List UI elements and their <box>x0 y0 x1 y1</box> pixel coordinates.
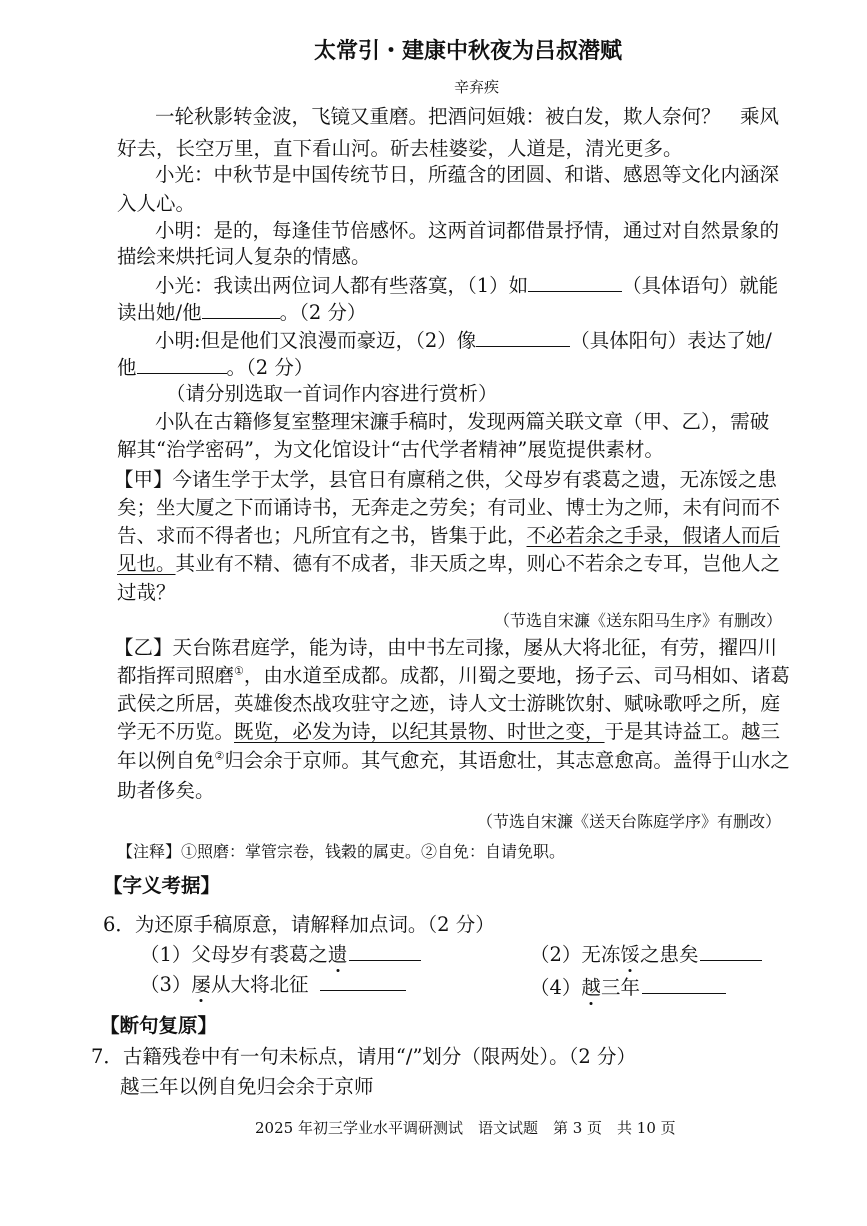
dialogue-text: （具体语句）就能 <box>622 274 779 297</box>
question-7-stem: 7．古籍残卷中有一句未标点，请用“/”划分（限两处）。（2 分） <box>91 1045 637 1068</box>
item-text: 三年 <box>600 976 640 999</box>
jia-source: （节选自宋濂《送东阳马生序》有删改） <box>494 611 783 630</box>
dotted-word: 越 <box>581 976 601 999</box>
yi-text: 于是其诗益工。越三 <box>604 720 781 743</box>
intro-line: 解其“治学密码”，为文化馆设计“古代学者精神”展览提供素材。 <box>117 438 664 461</box>
dialogue-question-2-cont <box>117 355 313 381</box>
question-6-item-2 <box>530 942 762 968</box>
jia-line: 过哉？ <box>117 581 176 604</box>
dotted-word: 遗 <box>327 943 348 966</box>
annotation: 【注释】①照磨：掌管宗卷，钱穀的属吏。②自免：自请免职。 <box>117 842 566 861</box>
dialogue-question-1-cont <box>117 300 366 326</box>
answer-blank[interactable] <box>476 328 570 347</box>
yi-line: 武侯之所居，英雄俊杰战攻驻守之迹，诗人文士游眺饮射、赋咏歌呼之所，庭 <box>117 692 781 715</box>
answer-blank[interactable] <box>349 942 421 961</box>
dialogue-text: （具体阳句）表达了她/ <box>570 329 772 352</box>
dialogue-text: 读出她/他 <box>117 301 202 324</box>
question-6-item-3 <box>140 972 406 998</box>
dotted-word: 馁 <box>620 943 640 966</box>
dialogue-question-2 <box>155 328 772 354</box>
item-text: 从大将北征 <box>210 973 309 996</box>
dialogue-line: 入人心。 <box>117 192 196 215</box>
answer-blank[interactable] <box>137 355 227 374</box>
jia-underlined-text: 见也。 <box>117 552 176 575</box>
dialogue-question-1 <box>155 273 778 299</box>
section-heading: 【断句复原】 <box>100 1014 218 1037</box>
yi-text: 年以例自免 <box>117 749 215 772</box>
jia-line: 矣；坐大厦之下而诵诗书，无奔走之劳矣；有司业、博士为之师，未有问而不 <box>117 496 781 519</box>
item-text: （2）无冻 <box>530 943 621 966</box>
yi-text: ，由水道至成都。成都，川蜀之要地，扬子云、司马相如、诸葛 <box>243 664 790 687</box>
yi-source: （节选自宋濂《送天台陈庭学序》有删改） <box>477 812 782 831</box>
dialogue-line: 小光：中秋节是中国传统节日，所蕴含的团圆、和谐、感恩等文化内涵深 <box>155 163 780 186</box>
question-6-item-4 <box>530 975 726 1001</box>
answer-blank[interactable] <box>642 975 726 994</box>
dialogue-text: 小明:但是他们又浪漫而豪迈，（2）像 <box>155 329 477 352</box>
footnote-marker: ① <box>234 664 244 678</box>
item-text: （4） <box>530 976 582 999</box>
poem-line: 好去，长空万里，直下看山河。斫去桂婆娑，人道是，清光更多。 <box>117 137 683 160</box>
jia-line <box>117 551 780 577</box>
dialogue-line: 小明：是的，每逢佳节倍感怀。这两首词都借景抒情，通过对自然景象的 <box>155 219 780 242</box>
yi-underlined-text: 既览，必发为诗，以纪其景物、时世之变， <box>234 720 605 743</box>
yi-text: 都指挥司照磨 <box>117 664 235 687</box>
answer-blank[interactable] <box>320 972 406 991</box>
answer-blank[interactable] <box>700 942 762 961</box>
jia-text: 其业有不精、德有不成者，非天质之卑，则心不若余之专耳，岂他人之 <box>175 552 781 575</box>
jia-line <box>117 523 780 549</box>
jia-line: 【甲】今诸生学于太学，县官日有廪稍之供，父母岁有裘葛之遗，无冻馁之患 <box>114 468 778 491</box>
page-footer: 2025 年初三学业水平调研测试 语文试题 第 3 页 共 10 页 <box>255 1119 676 1137</box>
jia-underlined-text: 不必若余之手录，假诸人而后 <box>526 524 781 547</box>
item-text: 之患矣 <box>639 943 699 966</box>
dotted-word: 屡 <box>191 973 211 996</box>
poem-title: 太常引・建康中秋夜为吕叔潜赋 <box>314 38 623 64</box>
yi-line: 【乙】天台陈君庭学，能为诗，由中书左司掾，屡从大将北征，有劳，擢四川 <box>114 636 778 659</box>
dialogue-text: 小光：我读出两位词人都有些落寞，（1）如 <box>155 274 529 297</box>
yi-line <box>117 748 790 774</box>
item-text: （3） <box>140 973 192 996</box>
yi-line <box>117 663 790 689</box>
yi-line: 助者侈矣。 <box>117 779 215 802</box>
question-6-item-1 <box>140 942 421 968</box>
dialogue-line: 描绘来烘托词人复杂的情感。 <box>117 245 371 268</box>
question-6-stem: 6．为还原手稿原意，请解释加点词。（2 分） <box>103 913 495 936</box>
dialogue-text: 他 <box>117 356 137 379</box>
dialogue-text: 。（2 分） <box>226 356 314 379</box>
answer-blank[interactable] <box>528 273 622 292</box>
answer-blank[interactable] <box>202 300 280 319</box>
dialogue-hint: （请分别选取一首词作内容进行赏析） <box>166 382 498 405</box>
section-heading: 【字义考据】 <box>103 874 221 897</box>
poem-author: 辛弃疾 <box>454 78 500 96</box>
yi-text: 归会余于京师。其气愈充，其语愈壮，其志意愈高。盖得于山水之 <box>224 749 790 772</box>
question-7-sentence[interactable]: 越三年以例自免归会余于京师 <box>120 1075 374 1098</box>
poem-line: 一轮秋影转金波，飞镜又重磨。把酒问姮娥：被白发，欺人奈何？ 乘风 <box>155 105 780 128</box>
item-text: （1）父母岁有裘葛之 <box>140 943 328 966</box>
yi-line <box>117 719 780 745</box>
jia-text: 告、求而不得者也；凡所宜有之书，皆集于此， <box>117 524 527 547</box>
dialogue-text: 。（2 分） <box>279 301 367 324</box>
yi-text: 学无不历览。 <box>117 720 235 743</box>
intro-line: 小队在古籍修复室整理宋濂手稿时，发现两篇关联文章（甲、乙），需破 <box>155 410 770 433</box>
footnote-marker: ② <box>214 749 225 763</box>
